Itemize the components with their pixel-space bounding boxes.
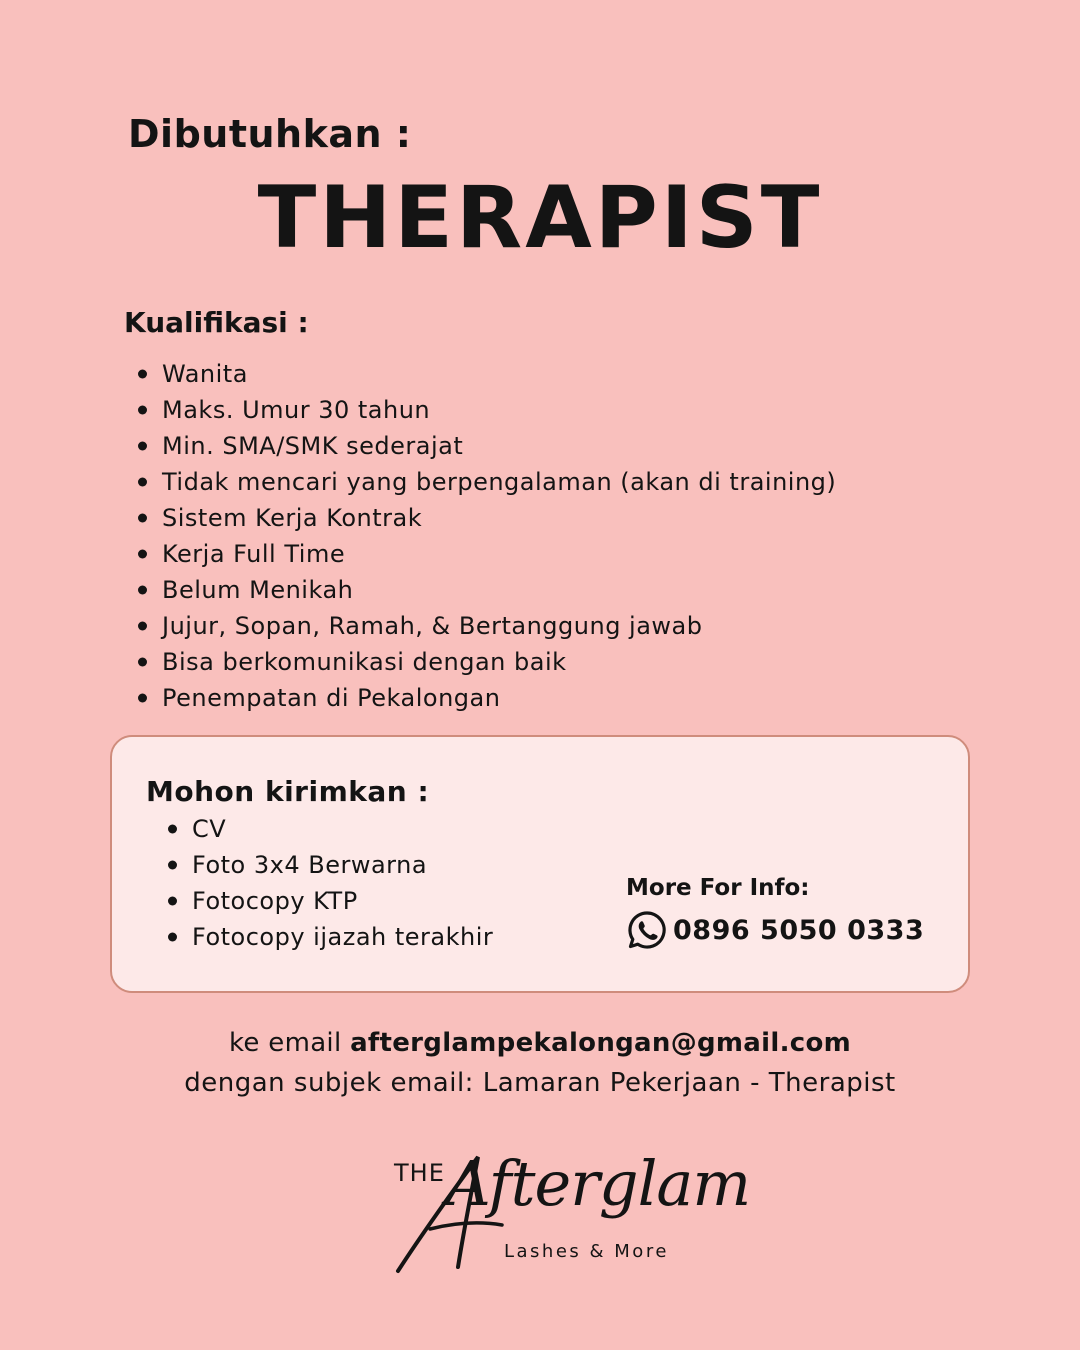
phone-contact[interactable]: [626, 909, 924, 951]
email-prefix: ke email: [228, 1028, 342, 1058]
logo-the: THE: [394, 1159, 445, 1187]
email-address[interactable]: afterglampekalongan@gmail.com: [350, 1028, 852, 1058]
list-item: Jujur, Sopan, Ramah, & Bertanggung jawab: [162, 608, 836, 644]
list-item: Maks. Umur 30 tahun: [162, 392, 836, 428]
list-item: CV: [192, 811, 493, 847]
qualifications-list: [162, 356, 836, 716]
list-item: Min. SMA/SMK sederajat: [162, 428, 836, 464]
list-item: Sistem Kerja Kontrak: [162, 500, 836, 536]
logo-script: Afterglam: [446, 1147, 751, 1220]
hiring-heading: Dibutuhkan :: [128, 112, 412, 156]
list-item: Bisa berkomunikasi dengan baik: [162, 644, 836, 680]
whatsapp-icon: [626, 909, 668, 951]
info-label: More For Info:: [626, 875, 810, 901]
qualifications-heading: Kualifikasi :: [124, 306, 309, 339]
list-item: Fotocopy KTP: [192, 883, 493, 919]
documents-list: [192, 811, 493, 955]
list-item: Fotocopy ijazah terakhir: [192, 919, 493, 955]
list-item: Foto 3x4 Berwarna: [192, 847, 493, 883]
documents-heading: Mohon kirimkan :: [146, 775, 430, 808]
email-line: [0, 1028, 1080, 1058]
phone-number: 0896 5050 0333: [673, 914, 925, 946]
list-item: Wanita: [162, 356, 836, 392]
list-item: Penempatan di Pekalongan: [162, 680, 836, 716]
documents-box: [110, 735, 970, 993]
afterglam-logo: [380, 1145, 751, 1285]
job-title: THERAPIST: [257, 168, 823, 268]
email-subject: dengan subjek email: Lamaran Pekerjaan - Therapist: [184, 1068, 896, 1098]
list-item: Tidak mencari yang berpengalaman (akan di training): [162, 464, 836, 500]
list-item: Belum Menikah: [162, 572, 836, 608]
list-item: Kerja Full Time: [162, 536, 836, 572]
logo-tagline: Lashes & More: [504, 1241, 669, 1262]
